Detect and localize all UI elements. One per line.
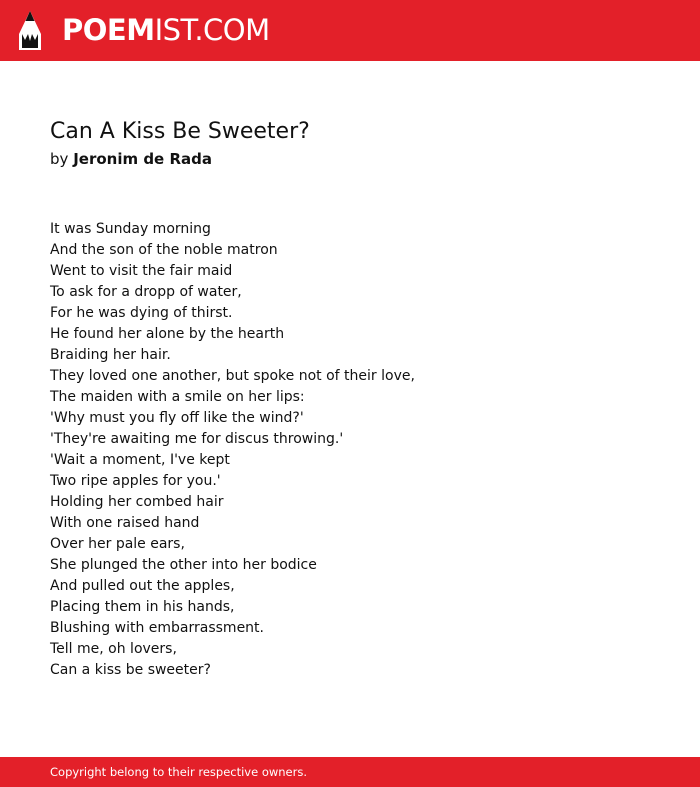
logo-light-text: IST.COM bbox=[154, 13, 270, 47]
byline bbox=[50, 148, 212, 170]
poem-body bbox=[50, 219, 415, 681]
site-logo[interactable] bbox=[62, 13, 270, 47]
poem-title: Can A Kiss Be Sweeter? bbox=[50, 119, 310, 144]
poem-line: They loved one another, but spoke not of their love, bbox=[50, 368, 415, 384]
poem-line: She plunged the other into her bodice bbox=[50, 557, 317, 573]
poem-line: To ask for a dropp of water, bbox=[50, 284, 242, 300]
poem-line: Holding her combed hair bbox=[50, 494, 224, 510]
poem-line: Blushing with embarrassment. bbox=[50, 620, 264, 636]
poem-line: Over her pale ears, bbox=[50, 536, 185, 552]
poem-line: With one raised hand bbox=[50, 515, 200, 531]
poem-line: And pulled out the apples, bbox=[50, 578, 235, 594]
poem-line: Tell me, oh lovers, bbox=[50, 641, 177, 657]
poem-line: Can a kiss be sweeter? bbox=[50, 662, 211, 678]
poem-line: Went to visit the fair maid bbox=[50, 263, 233, 279]
poem-line: And the son of the noble matron bbox=[50, 242, 278, 258]
site-footer bbox=[0, 757, 700, 787]
poem-line: Braiding her hair. bbox=[50, 347, 171, 363]
poem-line: It was Sunday morning bbox=[50, 221, 211, 237]
poem-line: Two ripe apples for you.' bbox=[50, 473, 221, 489]
site-header bbox=[0, 0, 700, 61]
poem-line: 'Why must you fly off like the wind?' bbox=[50, 410, 304, 426]
by-label: by bbox=[50, 150, 69, 168]
logo-bold-text: POEM bbox=[62, 13, 155, 47]
poem-line: 'Wait a moment, I've kept bbox=[50, 452, 230, 468]
author-name: Jeronim de Rada bbox=[73, 150, 212, 168]
poem-line: He found her alone by the hearth bbox=[50, 326, 285, 342]
poem-line: The maiden with a smile on her lips: bbox=[50, 389, 305, 405]
poem-line: For he was dying of thirst. bbox=[50, 305, 233, 321]
copyright-notice: Copyright belong to their respective owners. bbox=[50, 765, 308, 779]
poem-line: Placing them in his hands, bbox=[50, 599, 235, 615]
pencil-tip-icon bbox=[18, 10, 42, 51]
poem-line: 'They're awaiting me for discus throwing.' bbox=[50, 431, 344, 447]
